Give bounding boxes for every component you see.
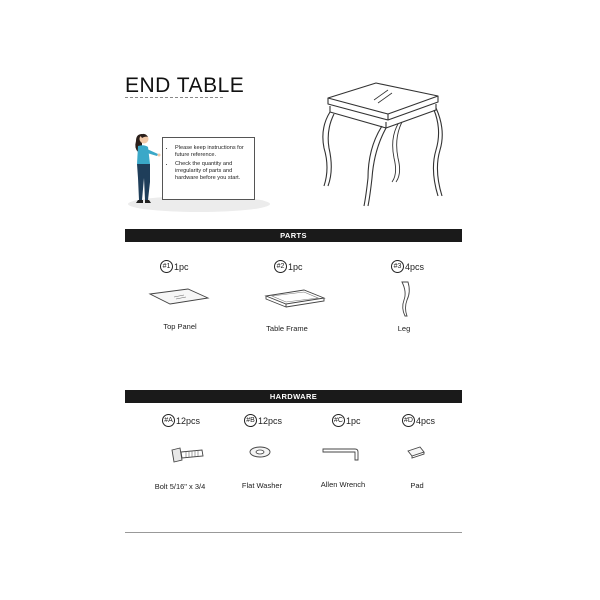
part-qty-text: 4pcs [405, 261, 425, 272]
hardware-header-bar: HARDWARE [125, 390, 462, 403]
hardware-letter-badge: #C [332, 414, 345, 427]
bottom-divider [125, 532, 462, 533]
flat-washer-icon [248, 445, 272, 459]
bolt-icon [170, 446, 206, 468]
table-frame-icon [264, 288, 326, 308]
hardware-label: Pad [410, 481, 424, 490]
hardware-qty-text: 12pcs [258, 415, 283, 426]
part-label: Table Frame [266, 324, 308, 333]
hardware-label: Flat Washer [241, 481, 283, 490]
part-quantity [274, 260, 303, 273]
hardware-letter-badge: #B [244, 414, 257, 427]
pad-icon [406, 445, 426, 459]
title-underline [125, 97, 223, 98]
page-title: END TABLE [125, 74, 245, 97]
note-item: • Check the quantity and irregularity of parts and hardware before you start. [175, 161, 250, 182]
hardware-qty-text: 4pcs [416, 415, 436, 426]
hardware-label: Allen Wrench [320, 480, 366, 489]
hardware-letter-badge: #D [402, 414, 415, 427]
note-item: • Please keep instructions for future reference. [175, 145, 250, 159]
part-number-badge: #3 [391, 260, 404, 273]
hardware-quantity [162, 414, 200, 427]
hardware-quantity [244, 414, 282, 427]
allen-wrench-icon [322, 446, 362, 462]
hardware-quantity [332, 414, 361, 427]
part-quantity [391, 260, 424, 273]
part-number-badge: #1 [160, 260, 173, 273]
hardware-letter-badge: #A [162, 414, 175, 427]
leg-icon [398, 280, 414, 318]
hardware-qty-text: 12pcs [176, 415, 201, 426]
hardware-quantity [402, 414, 435, 427]
parts-header-bar: PARTS [125, 229, 462, 242]
part-qty-text: 1pc [288, 261, 303, 272]
hardware-label: Bolt 5/16" x 3/4 [154, 482, 206, 491]
part-label: Top Panel [163, 322, 197, 331]
instructions-note [162, 137, 255, 200]
part-label: Leg [397, 324, 411, 333]
end-table-illustration [318, 78, 448, 213]
top-panel-icon [148, 288, 210, 306]
part-quantity [160, 260, 189, 273]
part-number-badge: #2 [274, 260, 287, 273]
part-qty-text: 1pc [174, 261, 189, 272]
hardware-qty-text: 1pc [346, 415, 361, 426]
